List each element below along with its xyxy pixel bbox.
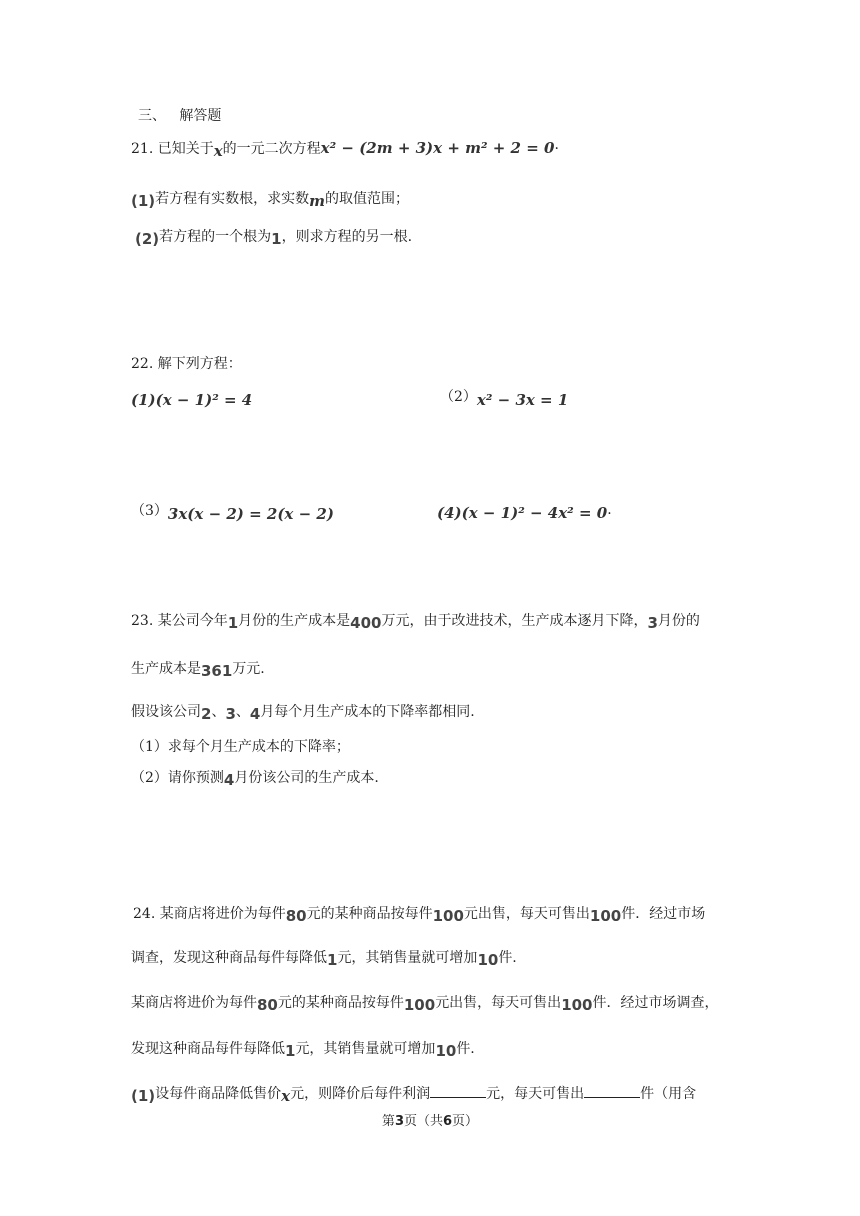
question-number: 21. [131, 141, 154, 157]
question-24-line-3: 某商店将进价为每件80元的某种商品按每件100元出售，每天可售出100件．经过市场调查， [131, 995, 719, 1014]
math-var: x [213, 142, 223, 160]
question-21-part-1: (1)若方程有实数根，求实数m的取值范围； [131, 191, 410, 210]
question-21-part-2: (2)若方程的一个根为1，则求方程的另一根. [135, 229, 413, 248]
question-number: 22. [131, 356, 154, 372]
question-24-line-4: 发现这种商品每件每降低1元，其销售量就可增加10件. [131, 1041, 475, 1060]
question-number: 23. [131, 613, 154, 629]
question-23-part-1: （1）求每个月生产成本的下降率； [131, 739, 350, 755]
section-label: 三、 [138, 108, 166, 124]
equation-3: （3）3x(x − 2) = 2(x − 2) [131, 503, 334, 523]
question-number: 24. [133, 906, 156, 922]
equation-2: （2）x² − 3x = 1 [440, 389, 569, 409]
question-24-part-1: (1)设每件商品降低售价x元，则降价后每件利润 元，每天可售出 件（用含 [131, 1083, 696, 1104]
question-23-line-3: 假设该公司2、3、4月每个月生产成本的下降率都相同. [131, 704, 475, 723]
page-footer: 第3页（共6页） [381, 1114, 479, 1129]
question-24-line-1: 24. 某商店将进价为每件80元的某种商品按每件100元出售，每天可售出100件．经过市场 [133, 906, 706, 925]
equation-1: (1)(x − 1)² = 4 [131, 391, 253, 409]
answer-blank [584, 1083, 640, 1098]
question-22-stem: 22. 解下列方程： [131, 356, 242, 372]
question-23-part-2: （2）请你预测4月份该公司的生产成本. [131, 770, 379, 789]
answer-blank [430, 1083, 486, 1098]
section-header [138, 106, 221, 126]
page-total: 6 [443, 1114, 453, 1129]
section-title: 解答题 [179, 108, 222, 124]
question-23-line-2: 生产成本是361万元. [131, 661, 265, 680]
question-21-stem: 21. 已知关于x的一元二次方程x² − (2m + 3)x + m² + 2 = 0· [131, 139, 559, 160]
equation-4: (4)(x − 1)² − 4x² = 0· [437, 504, 612, 522]
page-number: 3 [394, 1114, 404, 1129]
question-23-line-1: 23. 某公司今年1月份的生产成本是400万元，由于改进技术，生产成本逐月下降，3月份的 [131, 613, 700, 632]
question-24-line-2: 调查，发现这种商品每件每降低1元，其销售量就可增加10件. [131, 950, 517, 969]
math-equation: x² − (2m + 3)x + m² + 2 = 0 [320, 139, 555, 157]
